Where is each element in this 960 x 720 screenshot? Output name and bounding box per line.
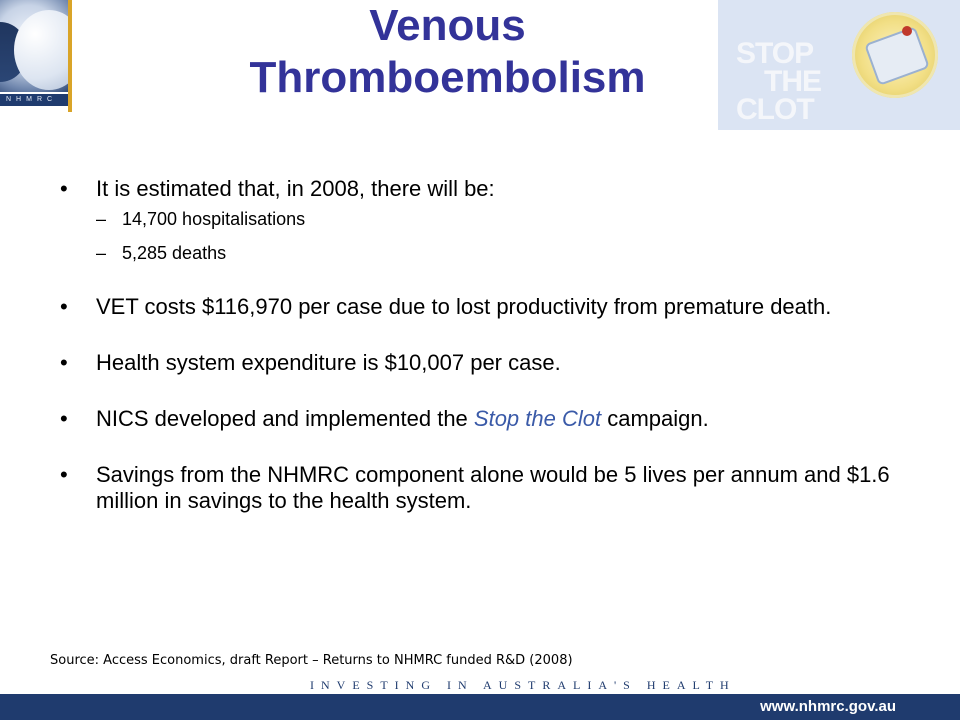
logo-word-stop: STOP (736, 37, 814, 70)
bullet-text-after: campaign. (601, 406, 709, 431)
tagline: INVESTING IN AUSTRALIA'S HEALTH (310, 678, 736, 692)
logo-photo (0, 0, 72, 92)
campaign-name: Stop the Clot (473, 406, 602, 431)
bullet-list (60, 176, 900, 544)
sub-bullet-item: – 14,700 hospitalisations (96, 208, 900, 230)
bullet-item (60, 406, 900, 432)
footer-bar (0, 694, 960, 720)
bullet-item: • Health system expenditure is $10,007 per case. (60, 350, 900, 376)
logo-word-the: THE (764, 65, 821, 98)
title-line-2: Thromboembolism (249, 53, 646, 102)
logo-stripe (68, 0, 72, 112)
clot-emblem-icon (852, 12, 938, 98)
stop-the-clot-logo (718, 0, 960, 130)
bullet-text: It is estimated that, in 2008, there will be: (96, 176, 495, 201)
bullet-item (60, 176, 900, 264)
bullet-item: • Savings from the NHMRC component alone would be 5 lives per annum and $1.6 million in savings to the health system. (60, 462, 900, 514)
logo-word-clot: CLOT (736, 93, 814, 126)
slide-title (180, 0, 715, 104)
sub-bullet-list (96, 208, 900, 264)
title-line-1: Venous (369, 1, 526, 50)
bullet-item: • VET costs $116,970 per case due to lost productivity from premature death. (60, 294, 900, 320)
footer-url: www.nhmrc.gov.au (760, 698, 896, 715)
bullet-text-before: NICS developed and implemented the (96, 406, 474, 431)
sub-bullet-item: – 5,285 deaths (96, 242, 900, 264)
source-citation: Source: Access Economics, draft Report – Returns to NHMRC funded R&D (2008) (50, 653, 573, 668)
logo-text: NHMRC (0, 94, 72, 106)
nhmrc-logo (0, 0, 72, 112)
